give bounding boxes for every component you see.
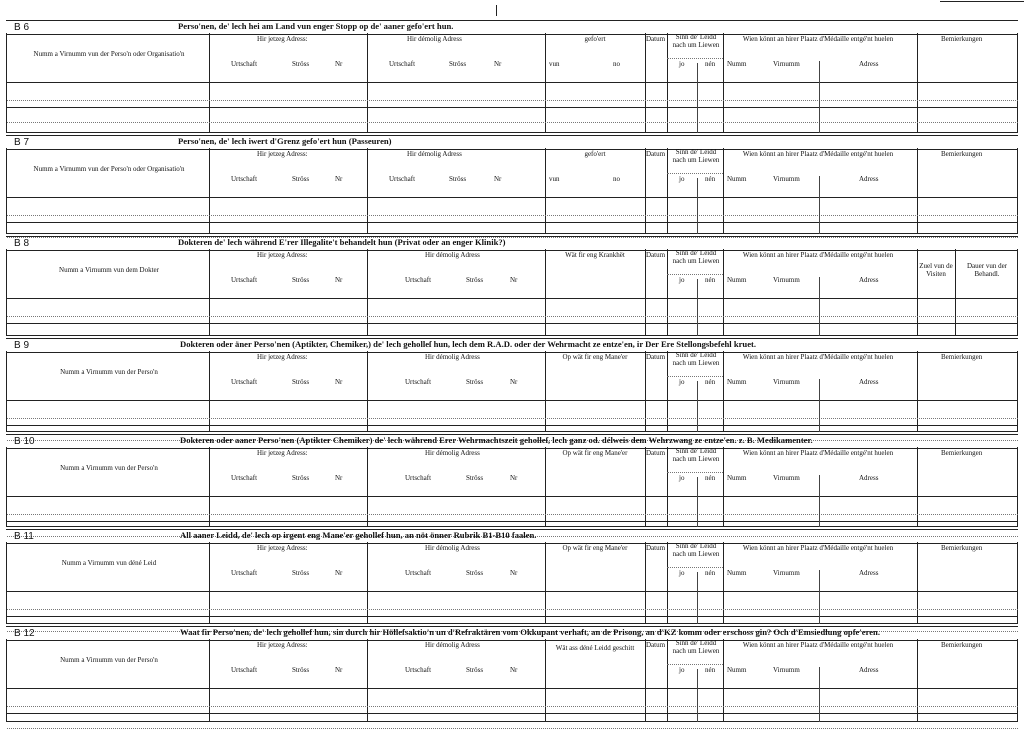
former-address-header: Hir démolig Adress: [425, 641, 480, 649]
subcolumn-divider: [819, 176, 820, 234]
alive-header: Sinn de' Leidd nach um Liewen: [672, 351, 720, 367]
remarks-header: Bemierkungen: [941, 641, 983, 649]
column-divider: [723, 639, 724, 721]
recipient-name-header: Numm: [727, 276, 747, 284]
remarks-header: Bemierkungen: [941, 150, 983, 158]
alive-header: Sinn de' Leidd nach um Liewen: [672, 33, 720, 49]
subcolumn-divider: [697, 572, 698, 624]
visits-header: Zuel vun de Visiten: [919, 262, 953, 278]
section-table: [6, 249, 1018, 336]
section-code: B 11: [14, 531, 34, 542]
yes-header: jo: [679, 569, 685, 577]
recipient-firstname-header: Virnumm: [773, 378, 800, 386]
column-divider: [723, 148, 724, 233]
recipient-address-header: Adress: [859, 276, 879, 284]
date-header: Datum: [646, 449, 666, 457]
detail-column-header: gefo'ert: [584, 150, 606, 158]
street-header: Ströss: [449, 175, 467, 183]
row-divider: [7, 323, 1018, 324]
locality-header: Urtschaft: [231, 378, 258, 386]
locality-header: Urtschaft: [389, 175, 416, 183]
alive-subheader-rule: [667, 376, 723, 377]
remarks-header: Bemierkungen: [941, 35, 983, 43]
form-section-11: [6, 529, 1018, 624]
column-divider: [209, 542, 210, 623]
number-header: Nr: [510, 666, 518, 674]
recipient-firstname-header: Virnumm: [773, 175, 800, 183]
alive-subheader-rule: [667, 472, 723, 473]
column-divider: [917, 351, 918, 431]
column-divider: [917, 542, 918, 623]
locality-header: Urtschaft: [405, 378, 432, 386]
current-address-header: Hir jetzeg Adress:: [257, 251, 308, 259]
locality-header: Urtschaft: [231, 666, 258, 674]
form-section-9: [6, 338, 1018, 432]
form-section-12: [6, 626, 1018, 722]
medal-recipient-header: Wien könnt an hirer Plaatz d'Médaille entgé'nt huelen: [742, 544, 894, 552]
recipient-name-header: Numm: [727, 474, 747, 482]
subcolumn-divider: [819, 475, 820, 527]
section-code: B 8: [14, 238, 30, 249]
column-divider: [367, 351, 368, 431]
from-header: vun: [549, 175, 560, 183]
medal-recipient-header: Wien könnt an hirer Plaatz d'Médaille entgé'nt huelen: [742, 353, 894, 361]
current-address-header: Hir jetzeg Adress:: [257, 353, 308, 361]
section-code: B 6: [14, 22, 30, 33]
no-header: nén: [705, 276, 716, 284]
row-divider: [7, 521, 1018, 522]
column-divider: [209, 639, 210, 721]
row-divider: [7, 425, 1018, 426]
street-header: Ströss: [292, 276, 310, 284]
row-divider: [7, 100, 1018, 101]
number-header: Nr: [510, 276, 518, 284]
date-header: Datum: [646, 251, 666, 259]
current-address-header: Hir jetzeg Adress:: [257, 35, 308, 43]
row-divider: [7, 418, 1018, 419]
recipient-firstname-header: Virnumm: [773, 60, 800, 68]
street-header: Ströss: [292, 474, 310, 482]
column-divider: [667, 542, 668, 623]
column-divider: [723, 542, 724, 623]
detail-column-header: Op wät fir eng Mane'er: [562, 449, 628, 457]
locality-header: Urtschaft: [405, 474, 432, 482]
yes-header: jo: [679, 378, 685, 386]
locality-header: Urtschaft: [231, 60, 258, 68]
section-title: All aaner Leidd, de' lech op irgent eng Mane'er gehollef hun, an nöt önner Rubrik B1-B10 faalen.: [180, 530, 537, 540]
recipient-name-header: Numm: [727, 378, 747, 386]
column-divider: [545, 542, 546, 623]
name-column-header: Numm a Virnumm vun der Perso'n: [60, 368, 158, 376]
medal-recipient-header: Wien könnt an hirer Plaatz d'Médaille entgé'nt huelen: [742, 35, 894, 43]
number-header: Nr: [335, 474, 343, 482]
former-address-header: Hir démolig Adress: [407, 35, 462, 43]
recipient-address-header: Adress: [859, 175, 879, 183]
subcolumn-divider: [819, 277, 820, 336]
street-header: Ströss: [466, 666, 484, 674]
locality-header: Urtschaft: [231, 474, 258, 482]
alive-subheader-rule: [667, 664, 723, 665]
locality-header: Urtschaft: [405, 666, 432, 674]
from-header: vun: [549, 60, 560, 68]
no-header: nén: [705, 378, 716, 386]
alive-subheader-rule: [667, 58, 723, 59]
number-header: Nr: [335, 378, 343, 386]
remarks-header: Bemierkungen: [941, 544, 983, 552]
recipient-address-header: Adress: [859, 378, 879, 386]
street-header: Ströss: [466, 474, 484, 482]
name-column-header: Numm a Virnumm vun der Perso'n: [60, 464, 158, 472]
recipient-name-header: Numm: [727, 60, 747, 68]
no-header: nén: [705, 569, 716, 577]
section-table: [6, 351, 1018, 432]
subcolumn-divider: [819, 667, 820, 722]
recipient-address-header: Adress: [859, 60, 879, 68]
detail-column-header: gefo'ert: [584, 35, 606, 43]
subcolumn-divider: [819, 379, 820, 432]
section-table: [6, 148, 1018, 234]
recipient-name-header: Numm: [727, 666, 747, 674]
current-address-header: Hir jetzeg Adress:: [257, 150, 308, 158]
date-header: Datum: [646, 35, 666, 43]
recipient-address-header: Adress: [859, 474, 879, 482]
section-code: B 7: [14, 137, 30, 148]
section-table: [6, 33, 1018, 133]
section-title: Dokteren de' lech während E'rer Illegalite't behandelt hun (Privat oder an enger Klinik?): [178, 237, 506, 247]
row-divider: [7, 609, 1018, 610]
locality-header: Urtschaft: [405, 569, 432, 577]
current-address-header: Hir jetzeg Adress:: [257, 544, 308, 552]
column-divider: [367, 148, 368, 233]
subcolumn-divider: [955, 249, 956, 335]
yes-header: jo: [679, 175, 685, 183]
column-divider: [545, 148, 546, 233]
detail-column-header: Op wät fir eng Mane'er: [562, 353, 628, 361]
row-divider: [7, 616, 1018, 617]
section-code: B 10: [14, 436, 35, 447]
name-column-header: Numm a Virnumm vun der Perso'n oder Organisatio'n: [33, 50, 185, 58]
number-header: Nr: [335, 666, 343, 674]
alive-subheader-rule: [667, 567, 723, 568]
street-header: Ströss: [292, 175, 310, 183]
subcolumn-divider: [697, 381, 698, 432]
column-divider: [209, 148, 210, 233]
form-section-8: [6, 236, 1018, 336]
alive-header: Sinn de' Leidd nach um Liewen: [672, 249, 720, 265]
column-divider: [667, 351, 668, 431]
recipient-address-header: Adress: [859, 666, 879, 674]
subcolumn-divider: [697, 477, 698, 527]
yes-header: jo: [679, 60, 685, 68]
top-rule: [940, 1, 1024, 2]
recipient-firstname-header: Virnumm: [773, 569, 800, 577]
street-header: Ströss: [292, 666, 310, 674]
alive-header: Sinn de' Leidd nach um Liewen: [672, 148, 720, 164]
former-address-header: Hir démolig Adress: [425, 449, 480, 457]
top-mark: [496, 5, 497, 16]
alive-header: Sinn de' Leidd nach um Liewen: [672, 542, 720, 558]
header-bottom-rule: [7, 298, 1018, 299]
duration-header: Dauer vun der Behandl.: [966, 262, 1008, 278]
recipient-firstname-header: Virnumm: [773, 276, 800, 284]
number-header: Nr: [494, 60, 502, 68]
header-bottom-rule: [7, 496, 1018, 497]
former-address-header: Hir démolig Adress: [425, 251, 480, 259]
yes-header: jo: [679, 666, 685, 674]
street-header: Ströss: [292, 569, 310, 577]
subcolumn-divider: [697, 669, 698, 722]
section-title: Waat fir Perso'nen, de' lech gehollef hun, sin durch hir Höllefsaktio'n un d'Refraktären vom Okkupant verhaft, an de Prisong, an d'KZ komm oder erschoss gin? Och d'Emsiedlung opfe'eren.: [180, 627, 880, 637]
section-table: [6, 447, 1018, 527]
column-divider: [917, 148, 918, 233]
row-divider: [7, 728, 1018, 729]
recipient-name-header: Numm: [727, 569, 747, 577]
name-column-header: Numm a Virnumm vun der Perso'n oder Organisatio'n: [33, 165, 185, 173]
no-header: nén: [705, 474, 716, 482]
recipient-address-header: Adress: [859, 569, 879, 577]
column-divider: [545, 639, 546, 721]
remarks-header: Bemierkungen: [941, 353, 983, 361]
date-header: Datum: [646, 544, 666, 552]
subcolumn-divider: [697, 279, 698, 336]
name-column-header: Numm a Virnumm vun der Perso'n: [60, 656, 158, 664]
section-title: Perso'nen, de' lech iwert d'Grenz gefo'ert hun (Passeuren): [178, 136, 392, 146]
section-code: B 12: [14, 628, 35, 639]
alive-header: Sinn de' Leidd nach um Liewen: [672, 447, 720, 463]
street-header: Ströss: [449, 60, 467, 68]
subcolumn-divider: [819, 570, 820, 624]
current-address-header: Hir jetzeg Adress:: [257, 449, 308, 457]
locality-header: Urtschaft: [231, 175, 258, 183]
row-divider: [7, 122, 1018, 123]
form-section-7: [6, 135, 1018, 234]
column-divider: [667, 148, 668, 233]
column-divider: [645, 351, 646, 431]
street-header: Ströss: [466, 569, 484, 577]
locality-header: Urtschaft: [405, 276, 432, 284]
remarks-header: Bemierkungen: [941, 449, 983, 457]
header-bottom-rule: [7, 688, 1018, 689]
row-divider: [7, 222, 1018, 223]
number-header: Nr: [510, 474, 518, 482]
number-header: Nr: [335, 60, 343, 68]
medal-recipient-header: Wien könnt an hirer Plaatz d'Médaille entgé'nt huelen: [742, 150, 894, 158]
header-bottom-rule: [7, 197, 1018, 198]
to-header: no: [613, 60, 620, 68]
street-header: Ströss: [292, 378, 310, 386]
detail-column-header: Wät fir eng Krankhët: [565, 251, 625, 259]
former-address-header: Hir démolig Adress: [407, 150, 462, 158]
no-header: nén: [705, 666, 716, 674]
row-divider: [7, 514, 1018, 515]
name-column-header: Numm a Virnumm vun dem Dokter: [59, 266, 159, 274]
section-title: Perso'nen, de' lech hei am Land vun enger Stopp op de' aaner gefo'ert hun.: [178, 21, 454, 31]
column-divider: [545, 351, 546, 431]
alive-subheader-rule: [667, 173, 723, 174]
header-bottom-rule: [7, 591, 1018, 592]
column-divider: [645, 148, 646, 233]
number-header: Nr: [494, 175, 502, 183]
date-header: Datum: [646, 353, 666, 361]
row-divider: [7, 713, 1018, 714]
locality-header: Urtschaft: [231, 276, 258, 284]
section-code: B 9: [14, 340, 30, 351]
form-section-6: [6, 20, 1018, 133]
name-column-header: Numm a Virnumm vun déné Leid: [61, 559, 157, 567]
column-divider: [367, 639, 368, 721]
section-title: Dokteren oder aaner Perso'nen (Aptikter Chemiker) de' lech während Erer Wehrmachtszeit geholleſ, lech ganz od. délweis dem Wehrzwang ze entze'en. z. B. Medikamenter.: [180, 435, 813, 445]
column-divider: [667, 639, 668, 721]
alive-header: Sinn de' Leidd nach um Liewen: [672, 639, 720, 655]
date-header: Datum: [646, 150, 666, 158]
alive-subheader-rule: [667, 274, 723, 275]
detail-column-header: Op wät fir eng Mane'er: [562, 544, 628, 552]
row-divider: [7, 706, 1018, 707]
header-bottom-rule: [7, 82, 1018, 83]
number-header: Nr: [510, 378, 518, 386]
street-header: Ströss: [466, 276, 484, 284]
to-header: no: [613, 175, 620, 183]
column-divider: [645, 639, 646, 721]
number-header: Nr: [335, 175, 343, 183]
recipient-name-header: Numm: [727, 175, 747, 183]
subcolumn-divider: [697, 178, 698, 234]
subcolumn-divider: [697, 63, 698, 133]
section-title: Dokteren oder äner Perso'nen (Aptikter, Chemiker,) de' lech geholleſ hun, lech dem R.A.D. oder der Wehrmacht ze entze'en, ir Der Ere Stellongsbefehl kruet.: [180, 339, 757, 349]
locality-header: Urtschaft: [389, 60, 416, 68]
yes-header: jo: [679, 474, 685, 482]
subcolumn-divider: [819, 61, 820, 133]
section-table: [6, 542, 1018, 624]
current-address-header: Hir jetzeg Adress:: [257, 641, 308, 649]
number-header: Nr: [335, 276, 343, 284]
column-divider: [367, 542, 368, 623]
street-header: Ströss: [292, 60, 310, 68]
row-divider: [7, 316, 1018, 317]
form-section-10: [6, 434, 1018, 527]
column-divider: [723, 351, 724, 431]
header-bottom-rule: [7, 400, 1018, 401]
street-header: Ströss: [466, 378, 484, 386]
medal-recipient-header: Wien könnt an hirer Plaatz d'Médaille entgé'nt huelen: [742, 449, 894, 457]
former-address-header: Hir démolig Adress: [425, 353, 480, 361]
yes-header: jo: [679, 276, 685, 284]
recipient-firstname-header: Virnumm: [773, 474, 800, 482]
medal-recipient-header: Wien könnt an hirer Plaatz d'Médaille entgé'nt huelen: [742, 251, 894, 259]
column-divider: [645, 542, 646, 623]
recipient-firstname-header: Virnumm: [773, 666, 800, 674]
number-header: Nr: [335, 569, 343, 577]
date-header: Datum: [646, 641, 666, 649]
number-header: Nr: [510, 569, 518, 577]
no-header: nén: [705, 175, 716, 183]
former-address-header: Hir démolig Adress: [425, 544, 480, 552]
column-divider: [209, 351, 210, 431]
no-header: nén: [705, 60, 716, 68]
medal-recipient-header: Wien könnt an hirer Plaatz d'Médaille entgé'nt huelen: [742, 641, 894, 649]
locality-header: Urtschaft: [231, 569, 258, 577]
detail-column-header: Wät ass déné Leidd geschitt: [555, 644, 635, 652]
row-divider: [7, 107, 1018, 108]
row-divider: [7, 215, 1018, 216]
column-divider: [917, 639, 918, 721]
section-table: [6, 639, 1018, 722]
